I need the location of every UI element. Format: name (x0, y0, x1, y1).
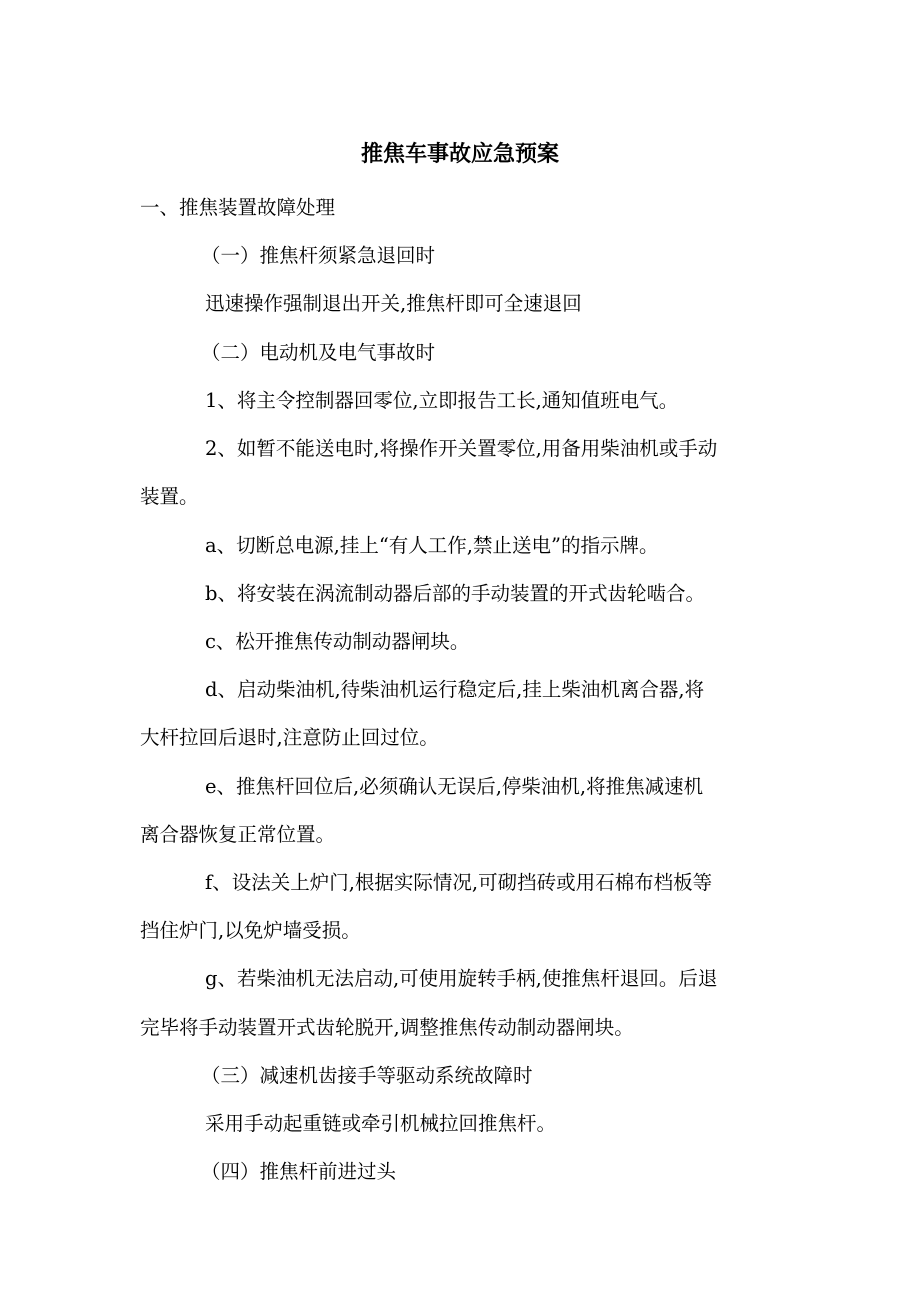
section-heading: 一、推焦装置故障处理 (140, 196, 336, 219)
paragraph: 1、将主令控制器回零位,立即报告工长,通知值班电气。 (205, 389, 679, 412)
paragraph: b、将安装在涡流制动器后部的手动装置的开式齿轮啮合。 (205, 582, 705, 605)
paragraph: c、松开推焦传动制动器闸块。 (205, 630, 470, 653)
subsection-heading: （一）推焦杆须紧急退回时 (201, 244, 436, 267)
paragraph: 离合器恢复正常位置。 (140, 823, 336, 846)
subsection-heading: （四）推焦杆前进过头 (201, 1160, 397, 1183)
paragraph: g、若柴油机无法启动,可使用旋转手柄,使推焦杆退回。后退 (205, 967, 718, 990)
paragraph: 挡住炉门,以免炉墙受损。 (140, 919, 361, 942)
paragraph: 大杆拉回后退时,注意防止回过位。 (140, 726, 439, 749)
paragraph: 装置。 (140, 485, 199, 508)
subsection-heading: （三）减速机齿接手等驱动系统故障时 (201, 1064, 533, 1087)
subsection-heading: （二）电动机及电气事故时 (201, 341, 436, 364)
paragraph: a、切断总电源,挂上“有人工作,禁止送电”的指示牌。 (205, 534, 659, 557)
paragraph: e、推焦杆回位后,必须确认无误后,停柴油机,将推焦减速机 (205, 775, 704, 798)
paragraph: d、启动柴油机,待柴油机运行稳定后,挂上柴油机离合器,将 (205, 678, 705, 701)
document-title: 推焦车事故应急预案 (360, 142, 559, 167)
paragraph: 采用手动起重链或牵引机械拉回推焦杆。 (205, 1112, 557, 1135)
paragraph: 迅速操作强制退出开关,推焦杆即可全速退回 (205, 292, 582, 315)
paragraph: 完毕将手动装置开式齿轮脱开,调整推焦传动制动器闸块。 (140, 1016, 634, 1039)
paragraph: f、设法关上炉门,根据实际情况,可砌挡砖或用石棉布档板等 (205, 871, 713, 894)
paragraph: 2、如暂不能送电时,将操作开关置零位,用备用柴油机或手动 (205, 437, 718, 460)
